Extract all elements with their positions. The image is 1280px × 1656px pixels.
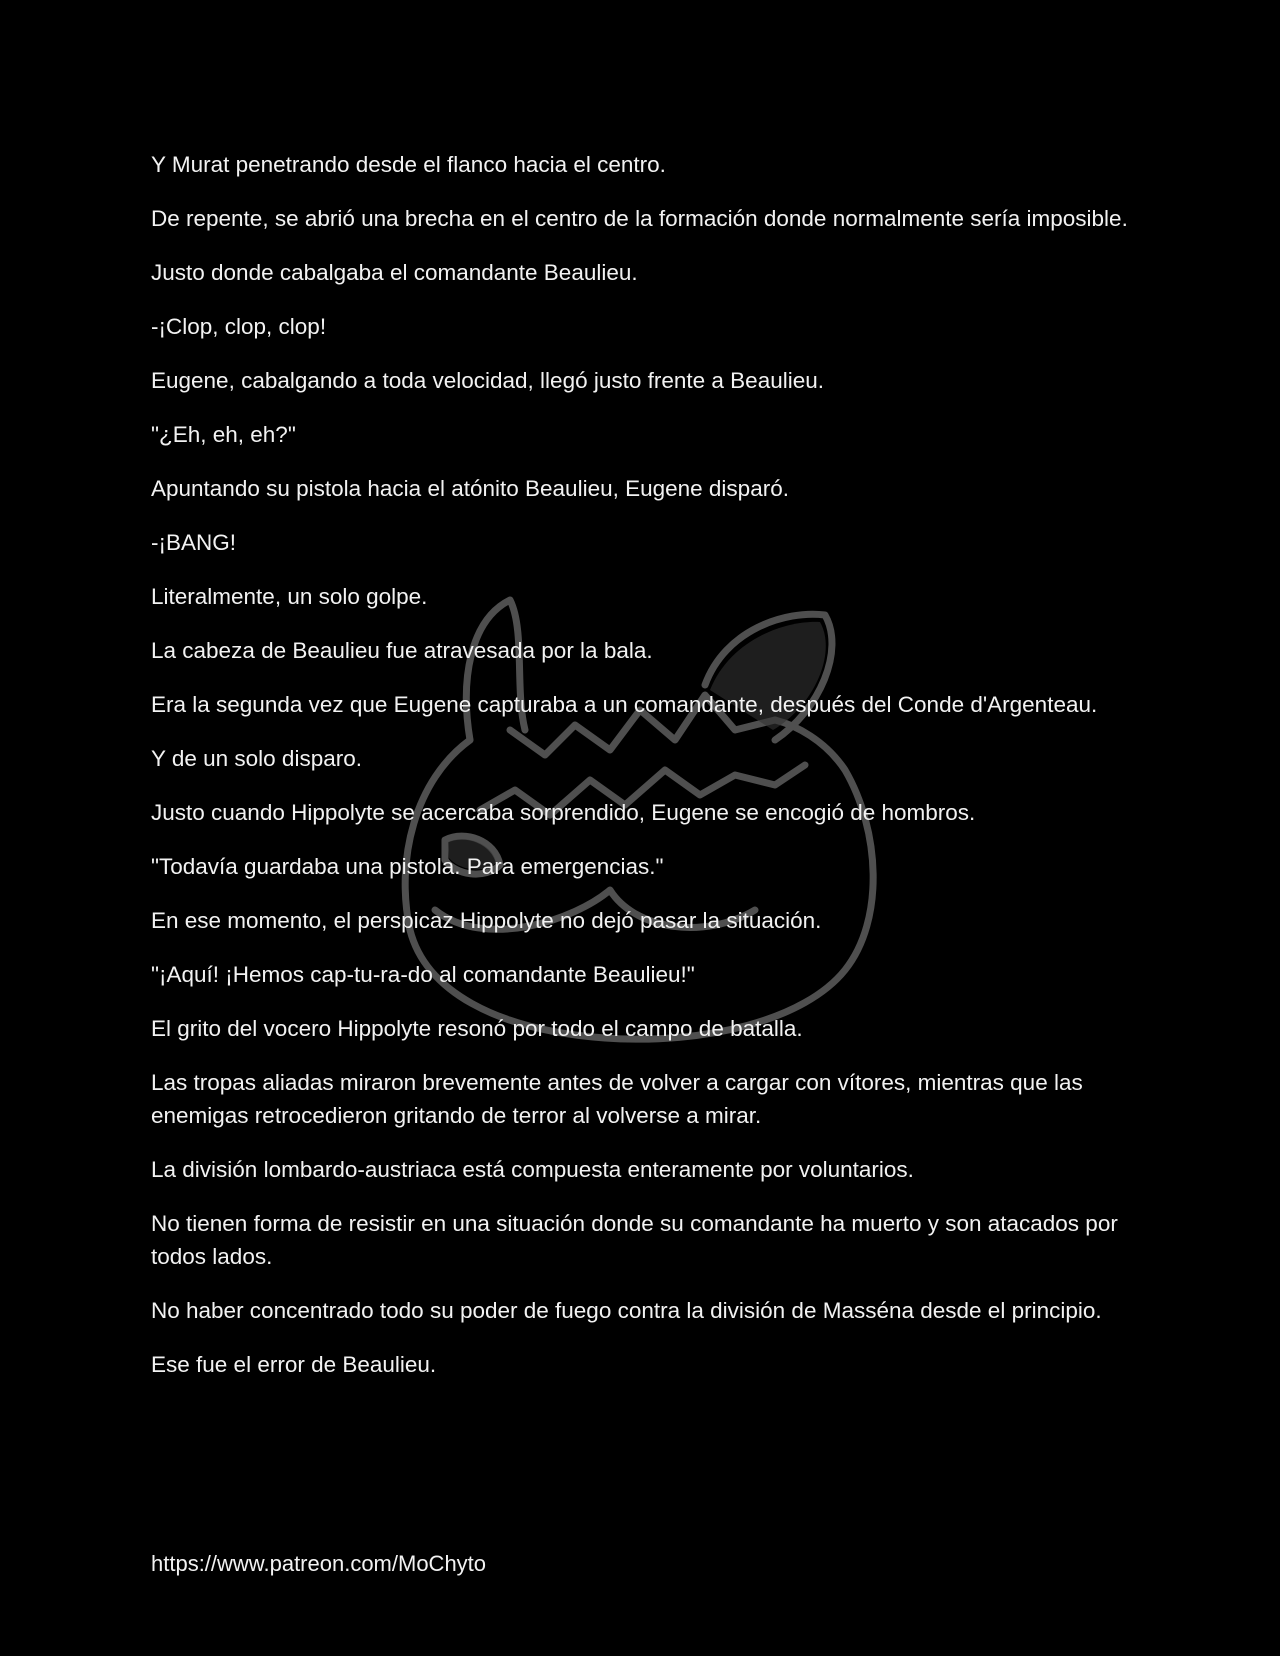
paragraph: "¿Eh, eh, eh?" — [151, 422, 296, 447]
paragraph: "Todavía guardaba una pistola. Para emergencias." — [151, 854, 664, 879]
paragraph: De repente, se abrió una brecha en el centro de la formación donde normalmente sería imposible. — [151, 206, 1128, 231]
paragraph: Apuntando su pistola hacia el atónito Beaulieu, Eugene disparó. — [151, 476, 789, 501]
paragraph: No haber concentrado todo su poder de fuego contra la división de Masséna desde el principio. — [151, 1298, 1102, 1323]
paragraph: El grito del vocero Hippolyte resonó por todo el campo de batalla. — [151, 1016, 803, 1041]
paragraph: En ese momento, el perspicaz Hippolyte no dejó pasar la situación. — [151, 908, 822, 933]
paragraph: Justo cuando Hippolyte se acercaba sorprendido, Eugene se encogió de hombros. — [151, 800, 976, 825]
paragraph: Y Murat penetrando desde el flanco hacia el centro. — [151, 152, 666, 177]
paragraph: Las tropas aliadas miraron brevemente antes de volver a cargar con vítores, mientras que las enemigas retrocedieron gritando de terror al volverse a mirar. — [151, 1070, 1083, 1128]
paragraph: Eugene, cabalgando a toda velocidad, llegó justo frente a Beaulieu. — [151, 368, 825, 393]
paragraph: Y de un solo disparo. — [151, 746, 362, 771]
paragraph: La cabeza de Beaulieu fue atravesada por la bala. — [151, 638, 653, 663]
paragraph: La división lombardo-austriaca está compuesta enteramente por voluntarios. — [151, 1157, 914, 1182]
paragraph: -¡Clop, clop, clop! — [151, 314, 327, 339]
paragraph: "¡Aquí! ¡Hemos cap-tu-ra-do al comandante Beaulieu!" — [151, 962, 695, 987]
paragraph: No tienen forma de resistir en una situación donde su comandante ha muerto y son atacados por todos lados. — [151, 1211, 1118, 1269]
paragraph: -¡BANG! — [151, 530, 237, 555]
chapter-text — [151, 148, 1141, 1402]
paragraph: Justo donde cabalgaba el comandante Beaulieu. — [151, 260, 638, 285]
paragraph: Literalmente, un solo golpe. — [151, 584, 428, 609]
patreon-link[interactable]: https://www.patreon.com/MoChyto — [151, 1551, 487, 1576]
paragraph: Era la segunda vez que Eugene capturaba a un comandante, después del Conde d'Argenteau. — [151, 692, 1098, 717]
paragraph: Ese fue el error de Beaulieu. — [151, 1352, 437, 1377]
